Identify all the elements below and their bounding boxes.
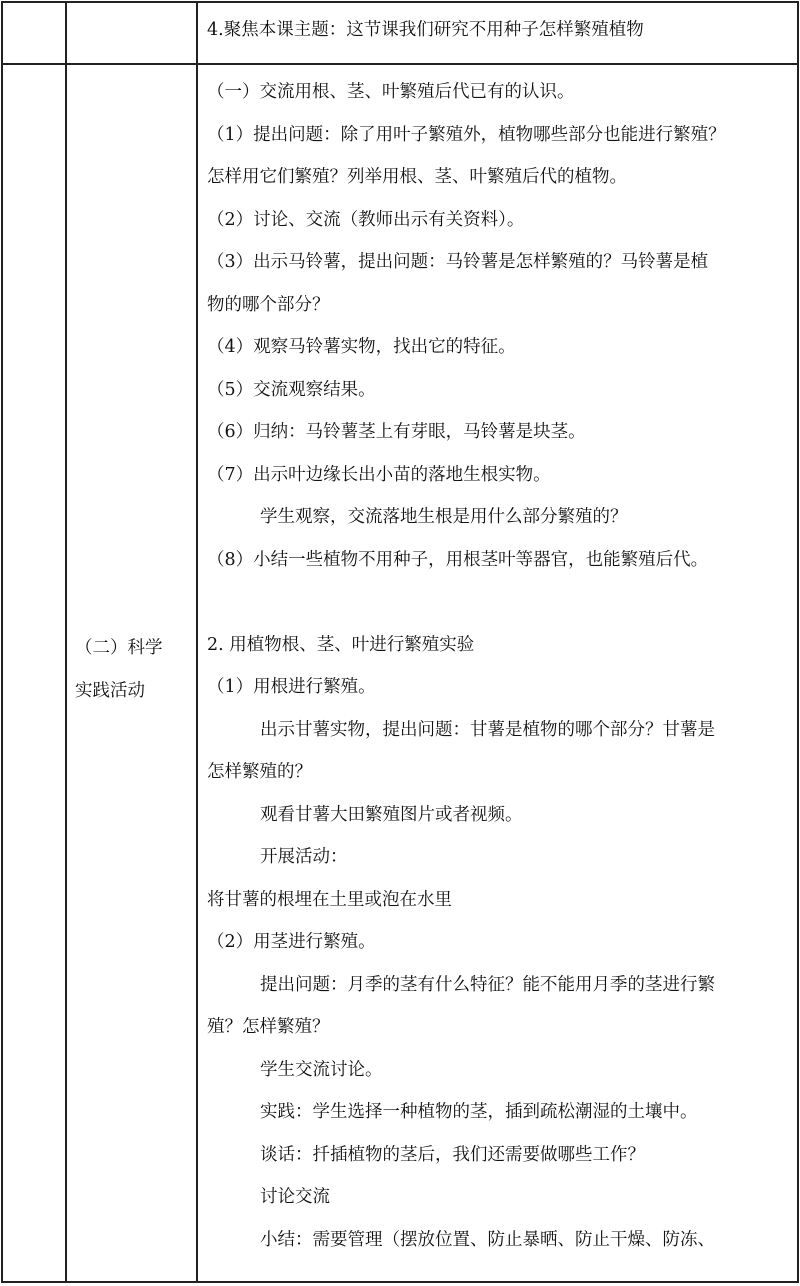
section-label-cell — [66, 64, 197, 1282]
content-line: 谈话：扦插植物的茎后，我们还需要做哪些工作？ — [260, 1144, 645, 1165]
content-line: 怎样繁殖的？ — [207, 762, 312, 782]
topic-text: 4.聚焦本课主题：这节课我们研究不用种子怎样繁殖植物 — [207, 20, 644, 40]
content-line: （4）观察马铃薯实物，找出它的特征。 — [207, 337, 516, 357]
empty-cell — [66, 2, 197, 64]
empty-cell — [2, 2, 66, 64]
content-line: （2）讨论、交流（教师出示有关资料）。 — [207, 209, 525, 230]
content-line: 开展活动： — [260, 847, 348, 867]
content-line: 学生交流讨论。 — [260, 1059, 383, 1080]
content-line: 小结：需要管理（摆放位置、防止暴晒、防止干燥、防冻、 — [260, 1229, 715, 1250]
section-label-line: （二）科学 — [75, 638, 163, 658]
empty-cell — [2, 64, 66, 1282]
content-line: 2. 用植物根、茎、叶进行繁殖实验 — [207, 634, 475, 655]
blank-line — [207, 581, 791, 624]
topic-cell — [197, 2, 798, 64]
content-line: 殖？怎样繁殖？ — [207, 1017, 330, 1037]
content-line: 讨论交流 — [260, 1187, 330, 1207]
content-body — [198, 65, 797, 1261]
content-line: （5）交流观察结果。 — [207, 379, 376, 400]
content-line: 提出问题：月季的茎有什么特征？能不能用月季的茎进行繁 — [260, 974, 715, 995]
table-row — [2, 64, 798, 1282]
lesson-plan-table — [1, 1, 799, 1283]
content-line: 学生观察，交流落地生根是用什么部分繁殖的？ — [260, 507, 628, 527]
content-line: 怎样用它们繁殖？列举用根、茎、叶繁殖后代的植物。 — [207, 167, 627, 187]
content-line: （1）提出问题：除了用叶子繁殖外，植物哪些部分也能进行繁殖？ — [207, 124, 726, 145]
content-line: （2）用茎进行繁殖。 — [207, 932, 376, 952]
content-line: 物的哪个部分？ — [207, 294, 330, 315]
content-cell — [197, 64, 798, 1282]
content-line: 观看甘薯大田繁殖图片或者视频。 — [260, 804, 523, 825]
section-label-line: 实践活动 — [75, 680, 145, 701]
content-line: 将甘薯的根埋在土里或泡在水里 — [207, 889, 452, 910]
content-line: （3）出示马铃薯，提出问题：马铃薯是怎样繁殖的？马铃薯是植 — [207, 252, 709, 272]
content-line: （一）交流用根、茎、叶繁殖后代已有的认识。 — [207, 82, 575, 102]
content-line: （8）小结一些植物不用种子，用根茎叶等器官，也能繁殖后代。 — [207, 549, 709, 570]
content-line: （1）用根进行繁殖。 — [207, 677, 376, 697]
content-line: 出示甘薯实物，提出问题：甘薯是植物的哪个部分？甘薯是 — [260, 719, 715, 740]
table-row — [2, 2, 798, 64]
content-line: （7）出示叶边缘长出小苗的落地生根实物。 — [207, 464, 551, 485]
content-line: （6）归纳：马铃薯茎上有芽眼，马铃薯是块茎。 — [207, 422, 586, 442]
content-line: 实践：学生选择一种植物的茎，插到疏松潮湿的土壤中。 — [260, 1102, 698, 1122]
